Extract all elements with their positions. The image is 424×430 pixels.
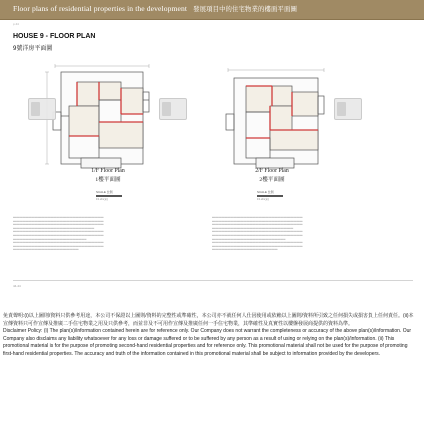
note-line: ━━━━━━━━━━━━━━━━━━━━━━━━━━━━━━━━━━━━━━━━━━━━━━━━━━━━━━━━━━ xyxy=(212,241,303,245)
header-title xyxy=(13,4,297,13)
scale-bar-2f xyxy=(257,190,283,202)
note-line: ━━━━━━━━━━━━━━━━━━━━━━━━━━━━━━━━━━━━━━━━━━━━━━━━━━━━━━━━━━ xyxy=(13,216,104,219)
scale-label: SCALE 比例 xyxy=(96,190,113,194)
note-line: ━━━━━━━━━━━━━━━━━━━━━━━━━━━━━━━━━━━━━━━━━━━━━━━ xyxy=(212,237,286,241)
header-title-en: Floor plans of residential properties in the development xyxy=(13,4,188,13)
scale-units: 0 1 2m(米) xyxy=(257,198,269,201)
header-bar xyxy=(0,0,424,20)
note-line: ━━━━━━━━━━━━━━━━━━━━━━━━━━━━━━━━━━━━━━━━━━━━━━━━━━━━ xyxy=(212,226,294,230)
house-title-zh: 9號洋房平面圖 xyxy=(13,46,53,52)
page-footer: 44-44 xyxy=(13,284,21,288)
note-line: ━━━━━━━━━━━━━━━━━━━━━━━━━━━━━━━━━━━━━━━━━━━━━━━━━━━━━━━━━━ xyxy=(13,219,104,223)
disclaimer xyxy=(0,313,424,359)
watermark-logo xyxy=(159,98,187,120)
notes-1f xyxy=(13,212,208,252)
note-line: ━━━━━━━━━━━━━━━━━━━━━━━━━━━━━━━━━━━━━━━━━━ xyxy=(13,248,79,252)
note-line: ━━━━━━━━━━━━━━━━━━━━━━━━━━━━━━━━━━━━━━━━━━━━━━━━━━━━ xyxy=(13,226,95,230)
note-line: ━━━━━━━━━━━━━━━━━━━━━━━━━━━━━━━━━━━━━━━━━━━━━━━━━━━━━━━━━━ xyxy=(212,244,303,248)
scale-label: SCALE 比例 xyxy=(257,190,274,194)
disclaimer-en: Disclaimer Policy: (i) The plan(s)/information contained herein are for reference only. Our Company does not warrant the completeness or accuracy of the above plan(s)/information. Our Company also disclaims any liability whatsoever for any loss or damage suffered or to be suffered by any person as a result of using or relying on the plan(s)/information. (ii) This promotional material is for the purpose of promoting second-hand residential properties and for reference only. This promotional material shall not be used for the purpose of promoting first-hand residential properties. The accuracy and truth of the information contained in this promotional material shall be subject to information provided by the developers. xyxy=(3,328,412,357)
watermark-logo xyxy=(28,98,56,120)
note-line: ━━━━━━━━━━━━━━━━━━━━━━━━━━━━━━━━━━━━━━━━━━━━━━━━━━━━━━━━━━ xyxy=(13,223,104,227)
watermark-logo xyxy=(334,98,362,120)
caption-2f-en: 2/F Floor Plan xyxy=(255,168,289,174)
note-line: ━━━━━━━━━━━━━━━━━━━━━━━━━━━━━━━━━━━━━━━━━━━━━━━━━━━━━━━━━━ xyxy=(212,216,303,219)
note-line: ━━━━━━━━━━━━━━━━━━━━━━━━━━━━━━━━━━━━━━━━━━━━━━━━━━━━━━━━━━ xyxy=(13,244,104,248)
caption-1f xyxy=(63,168,153,183)
header-title-zh: 發展項目中的住宅物業的樓面平面圖 xyxy=(193,6,297,13)
caption-2f xyxy=(227,168,317,183)
notes-2f xyxy=(212,212,407,252)
disclaimer-zh: 免責聲明:(i)以上圖則/資料只供參考用途，本公司不保證以上圖則/資料的完整性或準確性，本公司亦不就任何人仕因使用或依賴以上圖則/資料所引致之任何損失或損害負上任何責任。(ii)本宣傳資料只可作宣傳及推廣二手住宅物業之用及只供參考，而並非及不可用作宣傳及推廣任何一手住宅物業，其準確性及真實性以樓盤發展商提供的資料為準。 xyxy=(3,313,414,327)
scale-units: 0 1 2m(米) xyxy=(96,198,108,201)
house-title: HOUSE 9 - FLOOR PLAN xyxy=(13,33,96,40)
caption-1f-en: 1/F Floor Plan xyxy=(91,168,125,174)
page-sub: p.44 xyxy=(13,22,19,26)
scale-bar-1f xyxy=(96,190,122,202)
caption-1f-zh: 1樓平面圖 xyxy=(95,177,121,183)
caption-2f-zh: 2樓平面圖 xyxy=(259,177,285,183)
note-line: ━━━━━━━━━━━━━━━━━━━━━━━━━━━━━━━━━━━━━━━━━━━━━━━━━━━━━━━━━━ xyxy=(212,223,303,227)
divider xyxy=(13,280,413,281)
note-line: ━━━━━━━━━━━━━━━━━━━━━━━━━━━━━━━━━━━━━━━━━━━━━━━━━━━━━━━━━━ xyxy=(212,219,303,223)
note-line: ━━━━━━━━━━━━━━━━━━━━━━━━━━━━━━━━━━━━━━━━━━━━━━━━━━━━━━━━━━ xyxy=(13,233,104,237)
note-line: ━━━━━━━━━━━━━━━━━━━━━━━━━━━━━━━━━━━━━━━━━━━━━━━━━━━━━━━━━━ xyxy=(13,241,104,245)
note-line: ━━━━━━━━━━━━━━━━━━━━━━━━━━━━━━━━━━━━━━━━━━━━━━━━━━━━━━━━━━ xyxy=(212,230,303,234)
note-line: ━━━━━━━━━━━━━━━━━━━━━━━━━━━━━━━━━━━━━━━━━━━━━━━━━━━━━━━━━━ xyxy=(212,233,303,237)
note-line: ━━━━━━━━━━━━━━━━━━━━━━━━━━━━━━━━━━━━━━━━━━ xyxy=(212,248,278,252)
note-line: ━━━━━━━━━━━━━━━━━━━━━━━━━━━━━━━━━━━━━━━━━━━━━━━ xyxy=(13,237,87,241)
note-line: ━━━━━━━━━━━━━━━━━━━━━━━━━━━━━━━━━━━━━━━━━━━━━━━━━━━━━━━━━━ xyxy=(13,230,104,234)
